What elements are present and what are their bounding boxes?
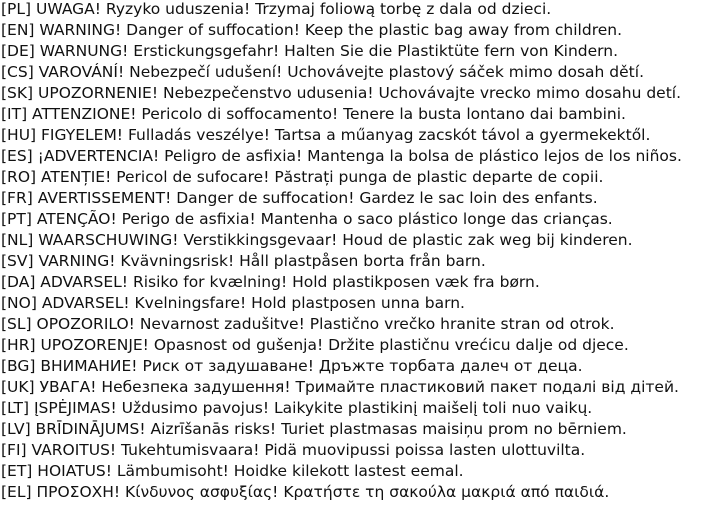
warning-line-cs: [CS] VAROVÁNÍ! Nebezpečí udušení! Uchovávejte plastový sáček mimo dosah dětí. — [1, 63, 644, 81]
warning-line-es: [ES] ¡ADVERTENCIA! Peligro de asfixia! Mantenga la bolsa de plástico lejos de los niños. — [1, 147, 682, 165]
warning-line-lt: [LT] ĮSPĖJIMAS! Uždusimo pavojus! Laikykite plastikinį maišelį toli nuo vaikų. — [1, 399, 593, 417]
warning-line-no: [NO] ADVARSEL! Kvelningsfare! Hold plastposen unna barn. — [1, 294, 465, 312]
warning-line-ro: [RO] ATENȚIE! Pericol de sufocare! Păstrați punga de plastic departe de copii. — [1, 168, 604, 186]
warning-line-bg: [BG] ВНИМАНИЕ! Риск от задушаване! Дръжте торбата далеч от деца. — [1, 357, 583, 375]
warning-line-en: [EN] WARNING! Danger of suffocation! Keep the plastic bag away from children. — [1, 21, 623, 39]
warning-line-pt: [PT] ATENÇÃO! Perigo de asfixia! Mantenha o saco plástico longe das crianças. — [1, 210, 613, 228]
warning-line-el: [EL] ΠΡΟΣΟΧΗ! Κίνδυνος ασφυξίας! Κρατήστε τη σακούλα μακριά από παιδιά. — [1, 483, 610, 501]
warning-line-fr: [FR] AVERTISSEMENT! Danger de suffocation! Gardez le sac loin des enfants. — [1, 189, 598, 207]
warning-line-hr: [HR] UPOZORENJE! Opasnost od gušenja! Držite plastičnu vrećicu dalje od djece. — [1, 336, 629, 354]
warning-line-pl: [PL] UWAGA! Ryzyko uduszenia! Trzymaj foliową torbę z dala od dzieci. — [1, 0, 552, 18]
warning-line-sl: [SL] OPOZORILO! Nevarnost zadušitve! Plastično vrečko hranite stran od otrok. — [1, 315, 615, 333]
warning-line-hu: [HU] FIGYELEM! Fulladás veszélye! Tartsa a műanyag zacskót távol a gyermekektől. — [1, 126, 651, 144]
warning-line-nl: [NL] WAARSCHUWING! Verstikkingsgevaar! Houd de plastic zak weg bij kinderen. — [1, 231, 633, 249]
warning-line-et: [ET] HOIATUS! Lämbumisoht! Hoidke kilekott lastest eemal. — [1, 462, 464, 480]
warning-line-da: [DA] ADVARSEL! Risiko for kvælning! Hold plastikposen væk fra børn. — [1, 273, 540, 291]
warning-line-sv: [SV] VARNING! Kvävningsrisk! Håll plastpåsen borta från barn. — [1, 252, 486, 270]
warning-line-it: [IT] ATTENZIONE! Pericolo di soffocamento! Tenere la busta lontano dai bambini. — [1, 105, 626, 123]
warning-line-de: [DE] WARNUNG! Erstickungsgefahr! Halten Sie die Plastiktüte fern von Kindern. — [1, 42, 619, 60]
warning-line-uk: [UK] УВАГА! Небезпека задушення! Тримайте пластиковий пакет подалі від дітей. — [1, 378, 679, 396]
warning-line-lv: [LV] BRĪDINĀJUMS! Aizrīšanās risks! Turiet plastmasas maisiņu prom no bērniem. — [1, 420, 627, 438]
warning-line-fi: [FI] VAROITUS! Tukehtumisvaara! Pidä muovipussi poissa lasten ulottuvilta. — [1, 441, 586, 459]
warning-line-sk: [SK] UPOZORNENIE! Nebezpečenstvo udusenia! Uchovávajte vrecko mimo dosahu detí. — [1, 84, 682, 102]
